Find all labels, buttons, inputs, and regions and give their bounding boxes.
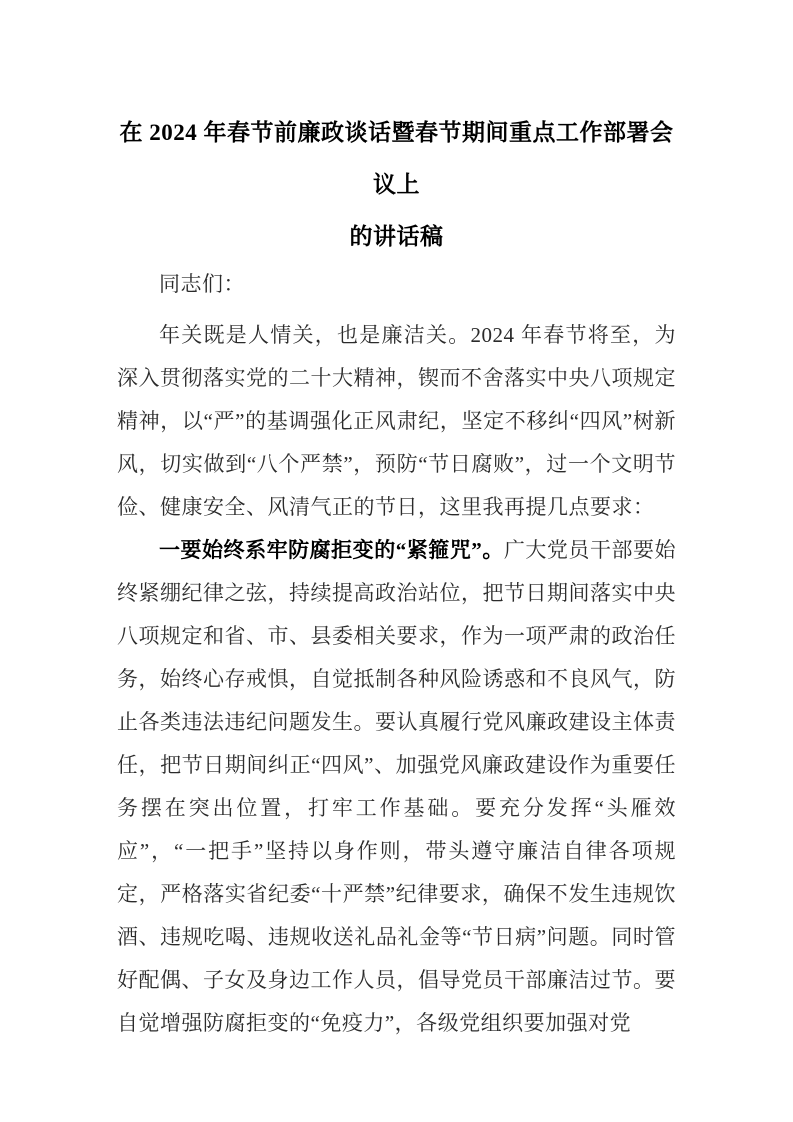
body-paragraph-2 <box>117 529 676 1045</box>
paragraph-2-bold-lead: 一要始终系牢防腐拒变的“紧箍咒”。 <box>159 538 504 562</box>
body-paragraph-1: 年关既是人情关，也是廉洁关。2024 年春节将至，为深入贯彻落实党的二十大精神，锲而不舍落实中央八项规定精神，以“严”的基调强化正风肃纪，坚定不移纠“四风”树新风，切实做到“八个严禁”，预防“节日腐败”，过一个文明节俭、健康安全、风清气正的节日，这里我再提几点要求： <box>117 323 676 519</box>
paragraph-2-text: 广大党员干部要始终紧绷纪律之弦，持续提高政治站位，把节日期间落实中央八项规定和省、市、县委相关要求，作为一项严肃的政治任务，始终心存戒惧，自觉抵制各种风险诱惑和不良风气，防止各类违法违纪问题发生。要认真履行党风廉政建设主体责任，把节日期间纠正“四风”、加强党风廉政建设作为重要任务摆在突出位置，打牢工作基础。要充分发挥“头雁效应”，“一把手”坚持以身作则，带头遵守廉洁自律各项规定，严格落实省纪委“十严禁”纪律要求，确保不发生违规饮酒、违规吃喝、违规收送礼品礼金等“节日病”问题。同时管好配偶、子女及身边工作人员，倡导党员干部廉洁过节。要自觉增强防腐拒变的“免疫力”，各级党组织要加强对党 <box>117 538 677 1035</box>
greeting-paragraph: 同志们： <box>159 272 245 296</box>
document-body <box>117 263 676 1045</box>
title-line-2: 的讲话稿 <box>349 224 444 249</box>
title-line-1: 在 2024 年春节前廉政谈话暨春节期间重点工作部署会议上 <box>119 120 674 197</box>
document-title <box>117 107 676 263</box>
